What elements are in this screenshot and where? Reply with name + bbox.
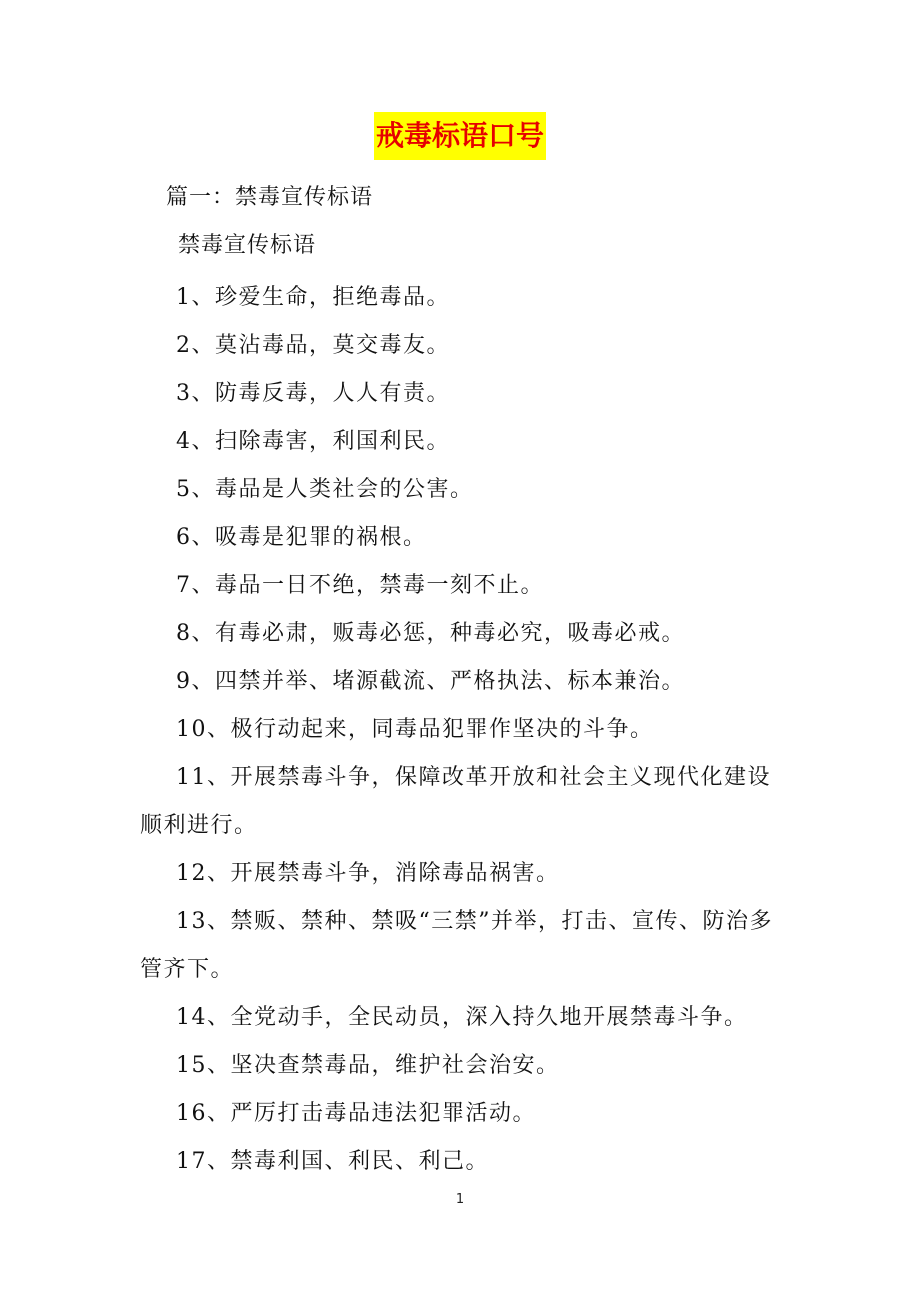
list-item: 1、珍爱生命，拒绝毒品。 [176,285,450,310]
list-item: 16、严厉打击毒品违法犯罪活动。 [176,1101,536,1126]
list-item: 5、毒品是人类社会的公害。 [176,477,474,502]
slogan-list [140,274,790,1186]
section-subheading: 禁毒宣传标语 [178,233,317,258]
title-text: 戒毒标语口号 [374,112,546,160]
list-item: 6、吸毒是犯罪的祸根。 [176,525,427,550]
list-item: 15、坚决查禁毒品，维护社会治安。 [176,1053,560,1078]
list-item: 7、毒品一日不绝，禁毒一刻不止。 [176,573,544,598]
list-item: 12、开展禁毒斗争，消除毒品祸害。 [176,861,560,886]
list-item: 8、有毒必肃，贩毒必惩，种毒必究，吸毒必戒。 [176,621,685,646]
list-item: 11、开展禁毒斗争，保障改革开放和社会主义现代化建设顺利进行。 [140,765,771,838]
document-title [0,112,920,164]
list-item: 3、防毒反毒，人人有责。 [176,381,450,406]
page-number: 1 [455,1192,465,1207]
list-item: 9、四禁并举、堵源截流、严格执法、标本兼治。 [176,669,685,694]
list-item: 10、极行动起来，同毒品犯罪作坚决的斗争。 [176,717,654,742]
list-item: 13、禁贩、禁种、禁吸“三禁”并举，打击、宣传、防治多管齐下。 [140,909,773,982]
list-item: 2、莫沾毒品，莫交毒友。 [176,333,450,358]
list-item: 4、扫除毒害，利国利民。 [176,429,450,454]
list-item: 14、全党动手，全民动员，深入持久地开展禁毒斗争。 [176,1005,748,1030]
section-heading: 篇一：禁毒宣传标语 [166,185,374,210]
list-item: 17、禁毒利国、利民、利己。 [176,1149,489,1174]
